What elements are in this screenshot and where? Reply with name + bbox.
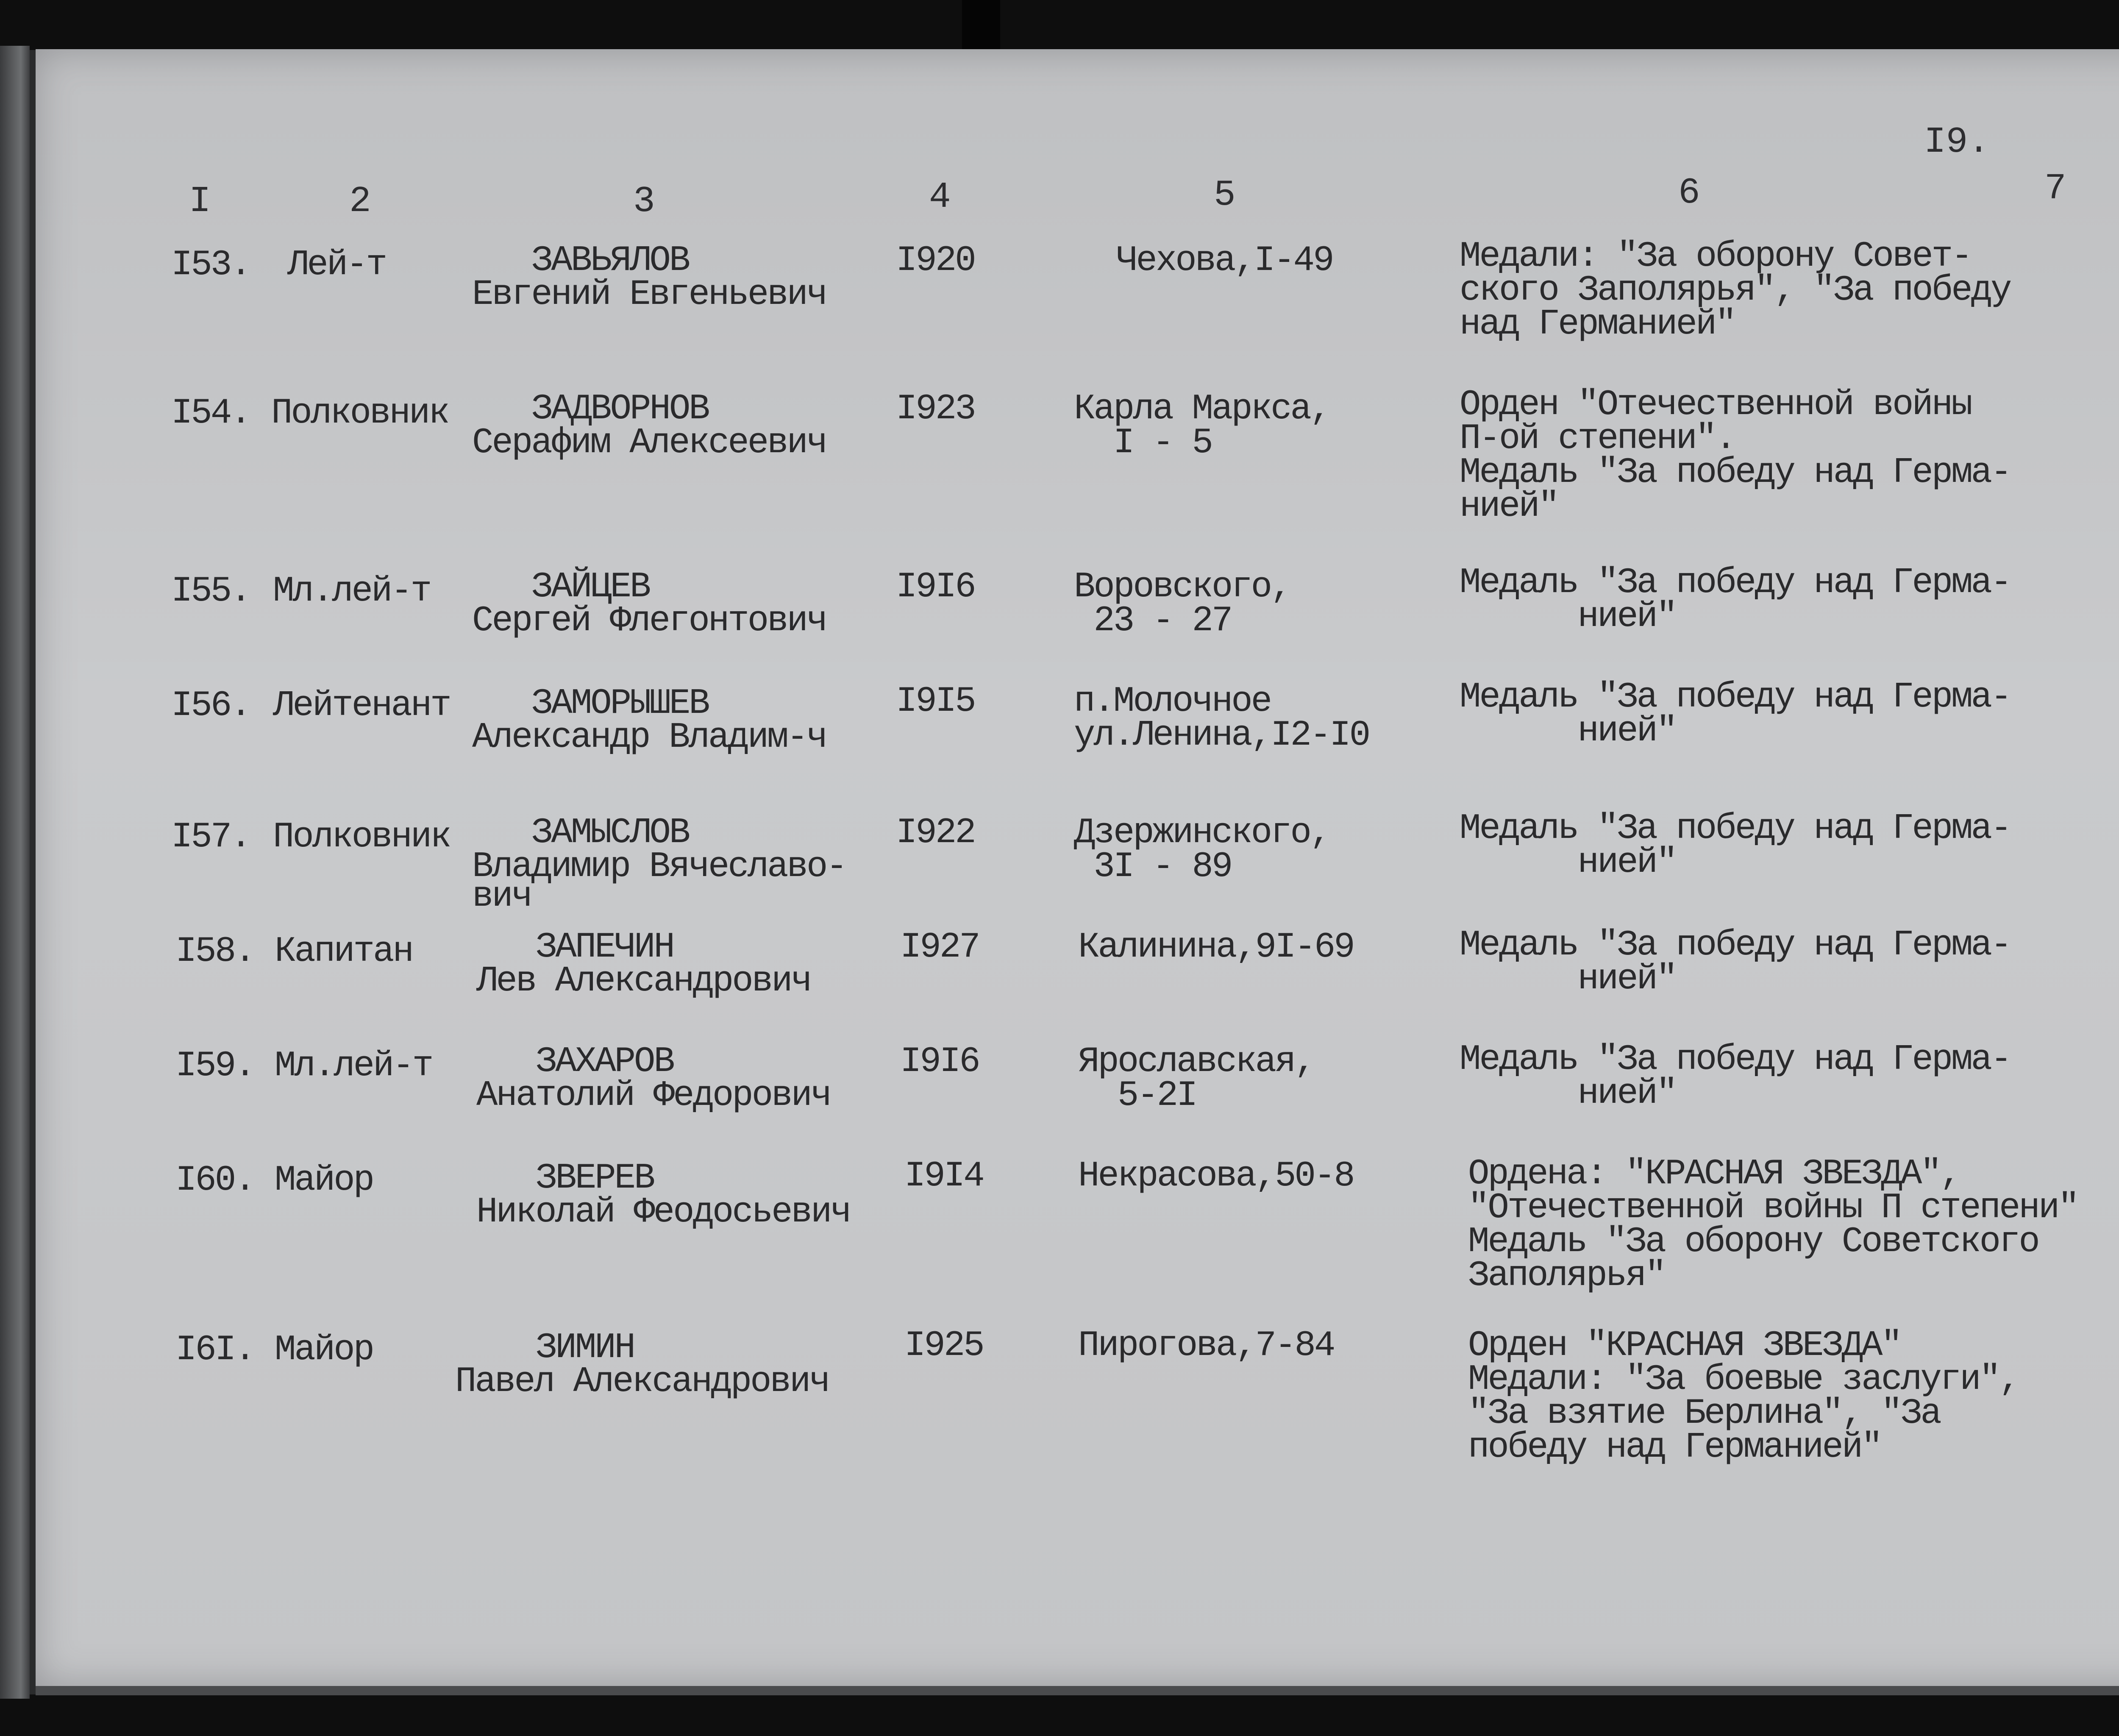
entry-surname: ЗАЙЦЕВ — [531, 567, 650, 607]
entry-given-names: Николай Феодосьевич — [476, 1192, 850, 1232]
entry-address: Чехова,I-49 — [1116, 241, 1333, 281]
entry-birth-year: I9I6 — [900, 1042, 979, 1082]
entry-surname: ЗАДВОРНОВ — [531, 389, 709, 429]
entry-birth-year: I925 — [904, 1326, 983, 1366]
entry-award-line: нией" — [1460, 487, 1558, 527]
entry-address: Некрасова,50-8 — [1078, 1156, 1354, 1196]
column-header-3: 3 — [633, 181, 655, 222]
entry-award-line: нией" — [1460, 959, 1676, 999]
entry-given-names: Александр Владим-ч — [472, 718, 826, 758]
entry-award-line: Медаль "За оборону Советского — [1468, 1222, 2038, 1262]
entry-number: I58. — [175, 932, 254, 972]
entry-rank: Лейтенант — [273, 686, 450, 726]
entry-award-line: нией" — [1460, 1074, 1676, 1114]
entry-number: I6I. — [175, 1330, 254, 1370]
entry-address: Воровского, — [1074, 567, 1290, 607]
entry-given-names: Лев Александрович — [476, 961, 811, 1002]
entry-award-line: Медаль "За победу над Герма- — [1460, 563, 2011, 603]
entry-surname: ЗИМИН — [536, 1328, 634, 1368]
entry-number: I56. — [171, 686, 250, 726]
entry-address: 5-2I — [1078, 1076, 1196, 1116]
entry-surname: ЗАМОРЫШЕВ — [531, 684, 709, 724]
entry-award-line: Медаль "За победу над Герма- — [1460, 809, 2011, 849]
entry-award-line: нией" — [1460, 597, 1676, 637]
entry-rank: Майор — [275, 1160, 373, 1201]
column-header-6: 6 — [1678, 172, 1700, 214]
entry-given-names: вич — [472, 876, 531, 917]
entry-rank: Мл.лей-т — [275, 1046, 432, 1086]
binding-gap — [962, 0, 1000, 51]
entry-award-line: Орден "Отечественной войны — [1460, 385, 1971, 425]
entry-award-line: Ордена: "КРАСНАЯ ЗВЕЗДА", — [1468, 1154, 1960, 1194]
entry-award-line: победу над Германией" — [1468, 1427, 1881, 1468]
entry-award-line: нией" — [1460, 711, 1676, 751]
entry-rank: Майор — [275, 1330, 373, 1370]
column-header-5: 5 — [1214, 174, 1236, 216]
entry-address: Дзержинского, — [1074, 813, 1330, 853]
entry-award-line: "За взятие Берлина", "За — [1468, 1394, 1940, 1434]
entry-address: ул.Ленина,I2-I0 — [1074, 715, 1369, 756]
entry-given-names: Евгений Евгеньевич — [472, 275, 826, 315]
entry-surname: ЗАПЕЧИН — [536, 927, 673, 968]
entry-surname: ЗАВЬЯЛОВ — [531, 241, 689, 281]
column-header-1: I — [189, 181, 211, 222]
entry-award-line: Медали: "За боевые заслуги", — [1468, 1360, 2019, 1400]
entry-award-line: над Германией" — [1460, 304, 1735, 345]
entry-birth-year: I923 — [896, 389, 975, 429]
entry-address: 23 - 27 — [1074, 601, 1232, 641]
entry-number: I55. — [171, 571, 250, 612]
entry-number: I57. — [171, 817, 250, 857]
entry-address: Карла Маркса, — [1074, 389, 1330, 429]
entry-number: I53. — [171, 245, 250, 285]
entry-given-names: Серафим Алексеевич — [472, 423, 826, 463]
entry-address: Пирогова,7-84 — [1078, 1326, 1334, 1366]
entry-given-names: Владимир Вячеславо- — [472, 847, 846, 887]
page-number: I9. — [1924, 121, 1990, 163]
entry-address: п.Молочное — [1074, 682, 1271, 722]
entry-surname: ЗВЕРЕВ — [536, 1158, 654, 1199]
entry-address: I - 5 — [1074, 423, 1212, 463]
entry-rank: Мл.лей-т — [273, 571, 431, 612]
entry-surname: ЗАХАРОВ — [536, 1042, 673, 1082]
entry-birth-year: I9I4 — [904, 1156, 983, 1196]
entry-award-line: ского Заполярья", "За победу — [1460, 270, 2011, 311]
entry-award-line: Медаль "За победу над Герма- — [1460, 453, 2011, 493]
entry-award-line: Медаль "За победу над Герма- — [1460, 677, 2011, 718]
entry-birth-year: I9I5 — [896, 682, 975, 722]
entry-birth-year: I920 — [896, 241, 975, 281]
entry-award-line: Медаль "За победу над Герма- — [1460, 1040, 2011, 1080]
entry-award-line: Медаль "За победу над Герма- — [1460, 925, 2011, 965]
document-page — [36, 49, 2119, 1686]
entry-address: 3I - 89 — [1074, 847, 1232, 887]
page-bottom-shadow — [36, 1686, 2119, 1695]
entry-award-line: "Отечественной войны П степени" — [1468, 1188, 2078, 1228]
entry-rank: Капитан — [275, 932, 412, 972]
entry-birth-year: I9I6 — [896, 567, 975, 607]
entry-rank: Лей-т — [287, 245, 386, 285]
entry-award-line: П-ой степени". — [1460, 419, 1735, 459]
entry-address: Калинина,9I-69 — [1078, 927, 1354, 968]
entry-number: I54. — [171, 393, 250, 434]
entry-award-line: нией" — [1460, 843, 1676, 883]
left-page-edge — [0, 46, 30, 1699]
entry-number: I60. — [175, 1160, 254, 1201]
entry-rank: Полковник — [271, 393, 448, 434]
entry-given-names: Анатолий Федорович — [476, 1076, 831, 1116]
column-header-7: 7 — [2044, 168, 2066, 209]
entry-given-names: Павел Александрович — [455, 1362, 829, 1402]
entry-award-line: Орден "КРАСНАЯ ЗВЕЗДА" — [1468, 1326, 1901, 1366]
entry-birth-year: I927 — [900, 927, 979, 968]
entry-award-line: Заполярья" — [1468, 1256, 1665, 1296]
entry-address: Ярославская, — [1078, 1042, 1314, 1082]
column-header-2: 2 — [349, 181, 371, 222]
entry-birth-year: I922 — [896, 813, 975, 853]
entry-rank: Полковник — [273, 817, 450, 857]
entry-surname: ЗАМЫСЛОВ — [531, 813, 689, 853]
entry-award-line: Медали: "За оборону Совет- — [1460, 236, 1971, 277]
entry-given-names: Сергей Флегонтович — [472, 601, 826, 641]
column-header-4: 4 — [929, 176, 951, 218]
entry-number: I59. — [175, 1046, 254, 1086]
